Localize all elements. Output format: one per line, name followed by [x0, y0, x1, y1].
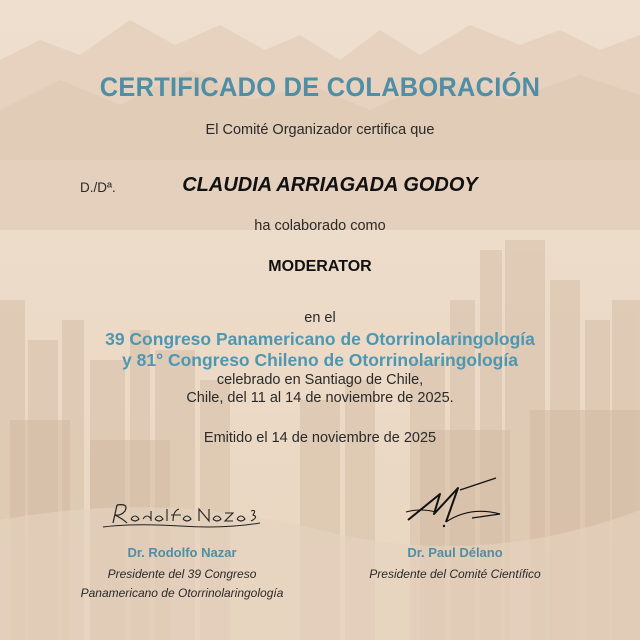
signer-left-name: Dr. Rodolfo Nazar	[127, 545, 237, 560]
signer-right-name: Dr. Paul Délano	[407, 545, 503, 560]
recipient-prefix: D./Dª.	[80, 180, 116, 195]
in-label: en el	[304, 310, 336, 326]
signer-left-role-line1: Presidente del 39 Congreso	[107, 567, 257, 581]
signature-left	[95, 493, 265, 533]
certificate-title: CERTIFICADO DE COLABORACIÓN	[99, 72, 541, 102]
congress-name-line2: y 81° Congreso Chileno de Otorrinolaringología	[122, 350, 518, 370]
issue-date: Emitido el 14 de noviembre de 2025	[203, 430, 437, 446]
collaboration-text: ha colaborado como	[254, 218, 386, 234]
role-label: MODERATOR	[268, 258, 372, 275]
signer-left-role-line2: Panamericano de Otorrinolaringología	[80, 586, 284, 600]
recipient-name: CLAUDIA ARRIAGADA GODOY	[182, 174, 478, 196]
congress-name-line1: 39 Congreso Panamericano de Otorrinolaringología	[105, 329, 535, 349]
signer-right-role-line1: Presidente del Comité Científico	[369, 567, 541, 581]
intro-text: El Comité Organizador certifica que	[205, 122, 435, 138]
location-line1: celebrado en Santiago de Chile,	[216, 372, 424, 388]
location-line2: Chile, del 11 al 14 de noviembre de 2025.	[186, 390, 454, 406]
signature-right	[400, 472, 510, 532]
